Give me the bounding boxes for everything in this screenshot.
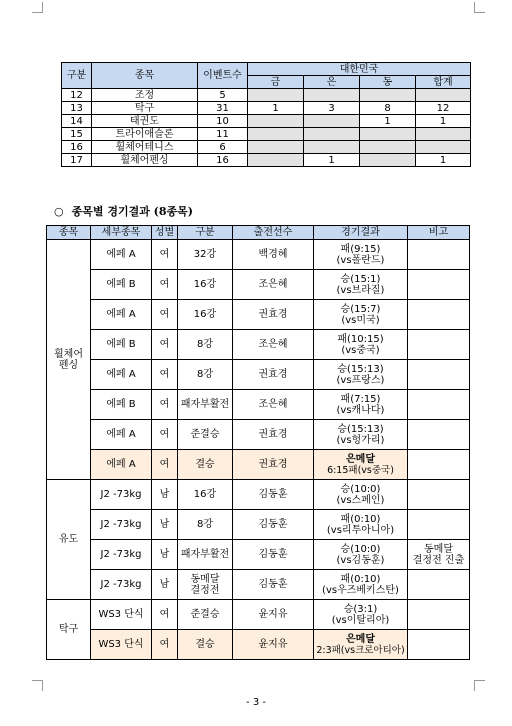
header-note: 비고 bbox=[408, 226, 470, 240]
note-cell bbox=[408, 570, 470, 600]
event-name: 휠체어펜싱 bbox=[92, 154, 198, 167]
gender-cell: 여 bbox=[152, 240, 178, 270]
note-cell bbox=[408, 240, 470, 270]
crop-mark-top-left bbox=[32, 2, 43, 13]
round-cell: 8강 bbox=[178, 510, 233, 540]
header-sub-event: 세부종목 bbox=[91, 226, 152, 240]
result-line-1: 승(15:13) bbox=[337, 423, 384, 435]
result-line-1: 은메달 bbox=[346, 453, 375, 465]
table-row bbox=[47, 330, 470, 360]
athlete-cell: 윤지유 bbox=[233, 630, 314, 660]
result-cell bbox=[314, 450, 408, 480]
result-line-2: (vs이탈리아) bbox=[331, 614, 390, 626]
gold-cell bbox=[248, 154, 304, 167]
result-line-2: (vs중국) bbox=[341, 344, 380, 356]
gender-cell: 남 bbox=[152, 540, 178, 570]
sport-cell: 유도 bbox=[47, 480, 91, 600]
result-line-2: (vs스페인) bbox=[336, 494, 385, 506]
result-line-2: 2:3패(vs크로아티아) bbox=[316, 644, 405, 656]
result-cell bbox=[314, 510, 408, 540]
total-cell: 1 bbox=[416, 154, 471, 167]
silver-cell bbox=[304, 115, 360, 128]
result-line-1: 승(15:7) bbox=[340, 303, 381, 315]
note-cell bbox=[408, 300, 470, 330]
crop-mark-bottom-right bbox=[474, 680, 485, 691]
result-cell bbox=[314, 570, 408, 600]
result-line-1: 패(7:15) bbox=[340, 393, 381, 405]
gender-cell: 여 bbox=[152, 390, 178, 420]
total-cell bbox=[416, 89, 471, 102]
silver-cell bbox=[304, 128, 360, 141]
table-row bbox=[62, 128, 471, 141]
event-count: 6 bbox=[198, 141, 248, 154]
note-cell bbox=[408, 510, 470, 540]
crop-mark-top-right bbox=[474, 2, 485, 13]
athlete-cell: 김동훈 bbox=[233, 540, 314, 570]
medal-count-table bbox=[61, 62, 471, 167]
table-row bbox=[47, 540, 470, 570]
athlete-cell: 김동훈 bbox=[233, 480, 314, 510]
result-line-1: 승(10:0) bbox=[340, 543, 381, 555]
result-line-2: (vs브라질) bbox=[336, 284, 385, 296]
table-row bbox=[47, 630, 470, 660]
result-cell bbox=[314, 630, 408, 660]
gender-cell: 남 bbox=[152, 510, 178, 540]
row-number: 12 bbox=[62, 89, 92, 102]
sub-event-cell: 에페 B bbox=[91, 330, 152, 360]
note-cell bbox=[408, 420, 470, 450]
table-row bbox=[47, 570, 470, 600]
header-bronze: 동 bbox=[360, 76, 416, 89]
note-cell bbox=[408, 330, 470, 360]
result-cell bbox=[314, 330, 408, 360]
round-cell: 16강 bbox=[178, 480, 233, 510]
bronze-cell: 8 bbox=[360, 102, 416, 115]
result-line-1: 승(3:1) bbox=[343, 603, 378, 615]
header-athlete: 출전선수 bbox=[233, 226, 314, 240]
note-cell: 동메달 결정전 진출 bbox=[408, 540, 470, 570]
result-cell bbox=[314, 600, 408, 630]
note-cell bbox=[408, 600, 470, 630]
event-name: 트라이애슬론 bbox=[92, 128, 198, 141]
gold-cell bbox=[248, 128, 304, 141]
athlete-cell: 백경혜 bbox=[233, 240, 314, 270]
gold-cell bbox=[248, 141, 304, 154]
table-row bbox=[47, 390, 470, 420]
header-gender: 성별 bbox=[152, 226, 178, 240]
bronze-cell bbox=[360, 154, 416, 167]
row-number: 13 bbox=[62, 102, 92, 115]
sub-event-cell: 에페 A bbox=[91, 450, 152, 480]
event-count: 16 bbox=[198, 154, 248, 167]
round-cell: 8강 bbox=[178, 360, 233, 390]
athlete-cell: 권효경 bbox=[233, 450, 314, 480]
result-line-1: 패(10:15) bbox=[337, 333, 384, 345]
total-cell bbox=[416, 128, 471, 141]
result-cell bbox=[314, 360, 408, 390]
sub-event-cell: J2 -73kg bbox=[91, 480, 152, 510]
gender-cell: 남 bbox=[152, 480, 178, 510]
note-cell bbox=[408, 360, 470, 390]
silver-cell bbox=[304, 141, 360, 154]
gender-cell: 여 bbox=[152, 600, 178, 630]
athlete-cell: 김동훈 bbox=[233, 510, 314, 540]
result-line-1: 승(15:1) bbox=[340, 273, 381, 285]
note-cell bbox=[408, 480, 470, 510]
header-sport: 종목 bbox=[47, 226, 91, 240]
gender-cell: 여 bbox=[152, 300, 178, 330]
result-cell bbox=[314, 270, 408, 300]
total-cell bbox=[416, 141, 471, 154]
sub-event-cell: 에페 A bbox=[91, 420, 152, 450]
table-row bbox=[47, 240, 470, 270]
gender-cell: 여 bbox=[152, 360, 178, 390]
sport-cell: 탁구 bbox=[47, 600, 91, 660]
sub-event-cell: 에페 B bbox=[91, 270, 152, 300]
header-gold: 금 bbox=[248, 76, 304, 89]
round-cell: 32강 bbox=[178, 240, 233, 270]
result-line-1: 패(9:15) bbox=[340, 243, 381, 255]
gold-cell: 1 bbox=[248, 102, 304, 115]
round-cell: 16강 bbox=[178, 300, 233, 330]
result-line-2: (vs김동훈) bbox=[336, 554, 385, 566]
round-cell: 8강 bbox=[178, 330, 233, 360]
round-cell: 결승 bbox=[178, 450, 233, 480]
row-number: 16 bbox=[62, 141, 92, 154]
table-row bbox=[62, 115, 471, 128]
table-row bbox=[47, 360, 470, 390]
sub-event-cell: 에페 A bbox=[91, 360, 152, 390]
round-cell: 16강 bbox=[178, 270, 233, 300]
result-cell bbox=[314, 480, 408, 510]
bullet-icon: ○ bbox=[54, 205, 64, 218]
table-row bbox=[62, 154, 471, 167]
bronze-cell: 1 bbox=[360, 115, 416, 128]
event-count: 5 bbox=[198, 89, 248, 102]
gender-cell: 여 bbox=[152, 330, 178, 360]
section-heading bbox=[54, 203, 193, 219]
result-line-2: 6:15패(vs중국) bbox=[327, 464, 394, 476]
result-cell bbox=[314, 300, 408, 330]
gender-cell: 여 bbox=[152, 270, 178, 300]
note-cell bbox=[408, 450, 470, 480]
result-line-1: 승(15:13) bbox=[337, 363, 384, 375]
result-line-1: 패(0:10) bbox=[340, 513, 381, 525]
sport-cell: 휠체어 펜싱 bbox=[47, 240, 91, 480]
table-row bbox=[62, 89, 471, 102]
athlete-cell: 윤지유 bbox=[233, 600, 314, 630]
gold-cell bbox=[248, 115, 304, 128]
bronze-cell bbox=[360, 89, 416, 102]
athlete-cell: 권효경 bbox=[233, 300, 314, 330]
table-row bbox=[47, 450, 470, 480]
silver-cell: 1 bbox=[304, 154, 360, 167]
table-row bbox=[62, 102, 471, 115]
row-number: 14 bbox=[62, 115, 92, 128]
sub-event-cell: WS3 단식 bbox=[91, 600, 152, 630]
header-korea: 대한민국 bbox=[248, 63, 471, 76]
gender-cell: 남 bbox=[152, 570, 178, 600]
silver-cell bbox=[304, 89, 360, 102]
result-line-1: 승(10:0) bbox=[340, 483, 381, 495]
sub-event-cell: J2 -73kg bbox=[91, 570, 152, 600]
result-line-2: (vs헝가리) bbox=[336, 434, 385, 446]
header-silver: 은 bbox=[304, 76, 360, 89]
result-cell bbox=[314, 390, 408, 420]
result-line-2: (vs프랑스) bbox=[336, 374, 385, 386]
bronze-cell bbox=[360, 128, 416, 141]
bronze-cell bbox=[360, 141, 416, 154]
result-line-2: (vs미국) bbox=[341, 314, 380, 326]
sub-event-cell: 에페 A bbox=[91, 300, 152, 330]
header-result: 경기결과 bbox=[314, 226, 408, 240]
event-name: 조정 bbox=[92, 89, 198, 102]
silver-cell: 3 bbox=[304, 102, 360, 115]
crop-mark-bottom-left bbox=[32, 680, 43, 691]
gold-cell bbox=[248, 89, 304, 102]
round-cell: 준결승 bbox=[178, 420, 233, 450]
athlete-cell: 조은혜 bbox=[233, 390, 314, 420]
result-line-2: (vs우즈베키스탄) bbox=[322, 584, 399, 596]
table-row bbox=[47, 600, 470, 630]
event-name: 태권도 bbox=[92, 115, 198, 128]
total-cell: 1 bbox=[416, 115, 471, 128]
athlete-cell: 권효경 bbox=[233, 420, 314, 450]
table-row bbox=[47, 480, 470, 510]
result-cell bbox=[314, 540, 408, 570]
total-cell: 12 bbox=[416, 102, 471, 115]
table-row bbox=[47, 510, 470, 540]
result-line-1: 패(0:10) bbox=[340, 573, 381, 585]
row-number: 17 bbox=[62, 154, 92, 167]
gender-cell: 여 bbox=[152, 450, 178, 480]
row-number: 15 bbox=[62, 128, 92, 141]
note-cell bbox=[408, 630, 470, 660]
result-line-1: 은메달 bbox=[346, 633, 375, 645]
sub-event-cell: J2 -73kg bbox=[91, 540, 152, 570]
note-cell bbox=[408, 390, 470, 420]
header-gubun: 구분 bbox=[62, 63, 92, 89]
note-cell bbox=[408, 270, 470, 300]
event-count: 10 bbox=[198, 115, 248, 128]
gender-cell: 여 bbox=[152, 630, 178, 660]
page-number: - 3 - bbox=[246, 697, 266, 708]
round-cell: 패자부활전 bbox=[178, 390, 233, 420]
sub-event-cell: 에페 B bbox=[91, 390, 152, 420]
header-event: 종목 bbox=[92, 63, 198, 89]
table-row bbox=[47, 270, 470, 300]
event-count: 11 bbox=[198, 128, 248, 141]
round-cell: 결승 bbox=[178, 630, 233, 660]
event-name: 휠체어테니스 bbox=[92, 141, 198, 154]
athlete-cell: 권효경 bbox=[233, 360, 314, 390]
header-total: 합계 bbox=[416, 76, 471, 89]
event-count: 31 bbox=[198, 102, 248, 115]
table-row bbox=[47, 420, 470, 450]
result-line-2: (vs리투아니아) bbox=[326, 524, 395, 536]
results-table bbox=[46, 225, 470, 660]
result-line-2: (vs캐나다) bbox=[336, 404, 385, 416]
table-row bbox=[62, 141, 471, 154]
round-cell: 패자부활전 bbox=[178, 540, 233, 570]
section-title-text: 종목별 경기결과 (8종목) bbox=[71, 205, 193, 218]
round-cell: 준결승 bbox=[178, 600, 233, 630]
header-round: 구분 bbox=[178, 226, 233, 240]
table-row bbox=[47, 300, 470, 330]
athlete-cell: 조은혜 bbox=[233, 330, 314, 360]
athlete-cell: 김동훈 bbox=[233, 570, 314, 600]
sub-event-cell: WS3 단식 bbox=[91, 630, 152, 660]
round-cell: 동메달 결정전 bbox=[178, 570, 233, 600]
sub-event-cell: J2 -73kg bbox=[91, 510, 152, 540]
header-event-count: 이벤트수 bbox=[198, 63, 248, 89]
gender-cell: 여 bbox=[152, 420, 178, 450]
result-cell bbox=[314, 240, 408, 270]
result-line-2: (vs폴란드) bbox=[336, 254, 385, 266]
result-cell bbox=[314, 420, 408, 450]
athlete-cell: 조은혜 bbox=[233, 270, 314, 300]
event-name: 탁구 bbox=[92, 102, 198, 115]
sub-event-cell: 에페 A bbox=[91, 240, 152, 270]
